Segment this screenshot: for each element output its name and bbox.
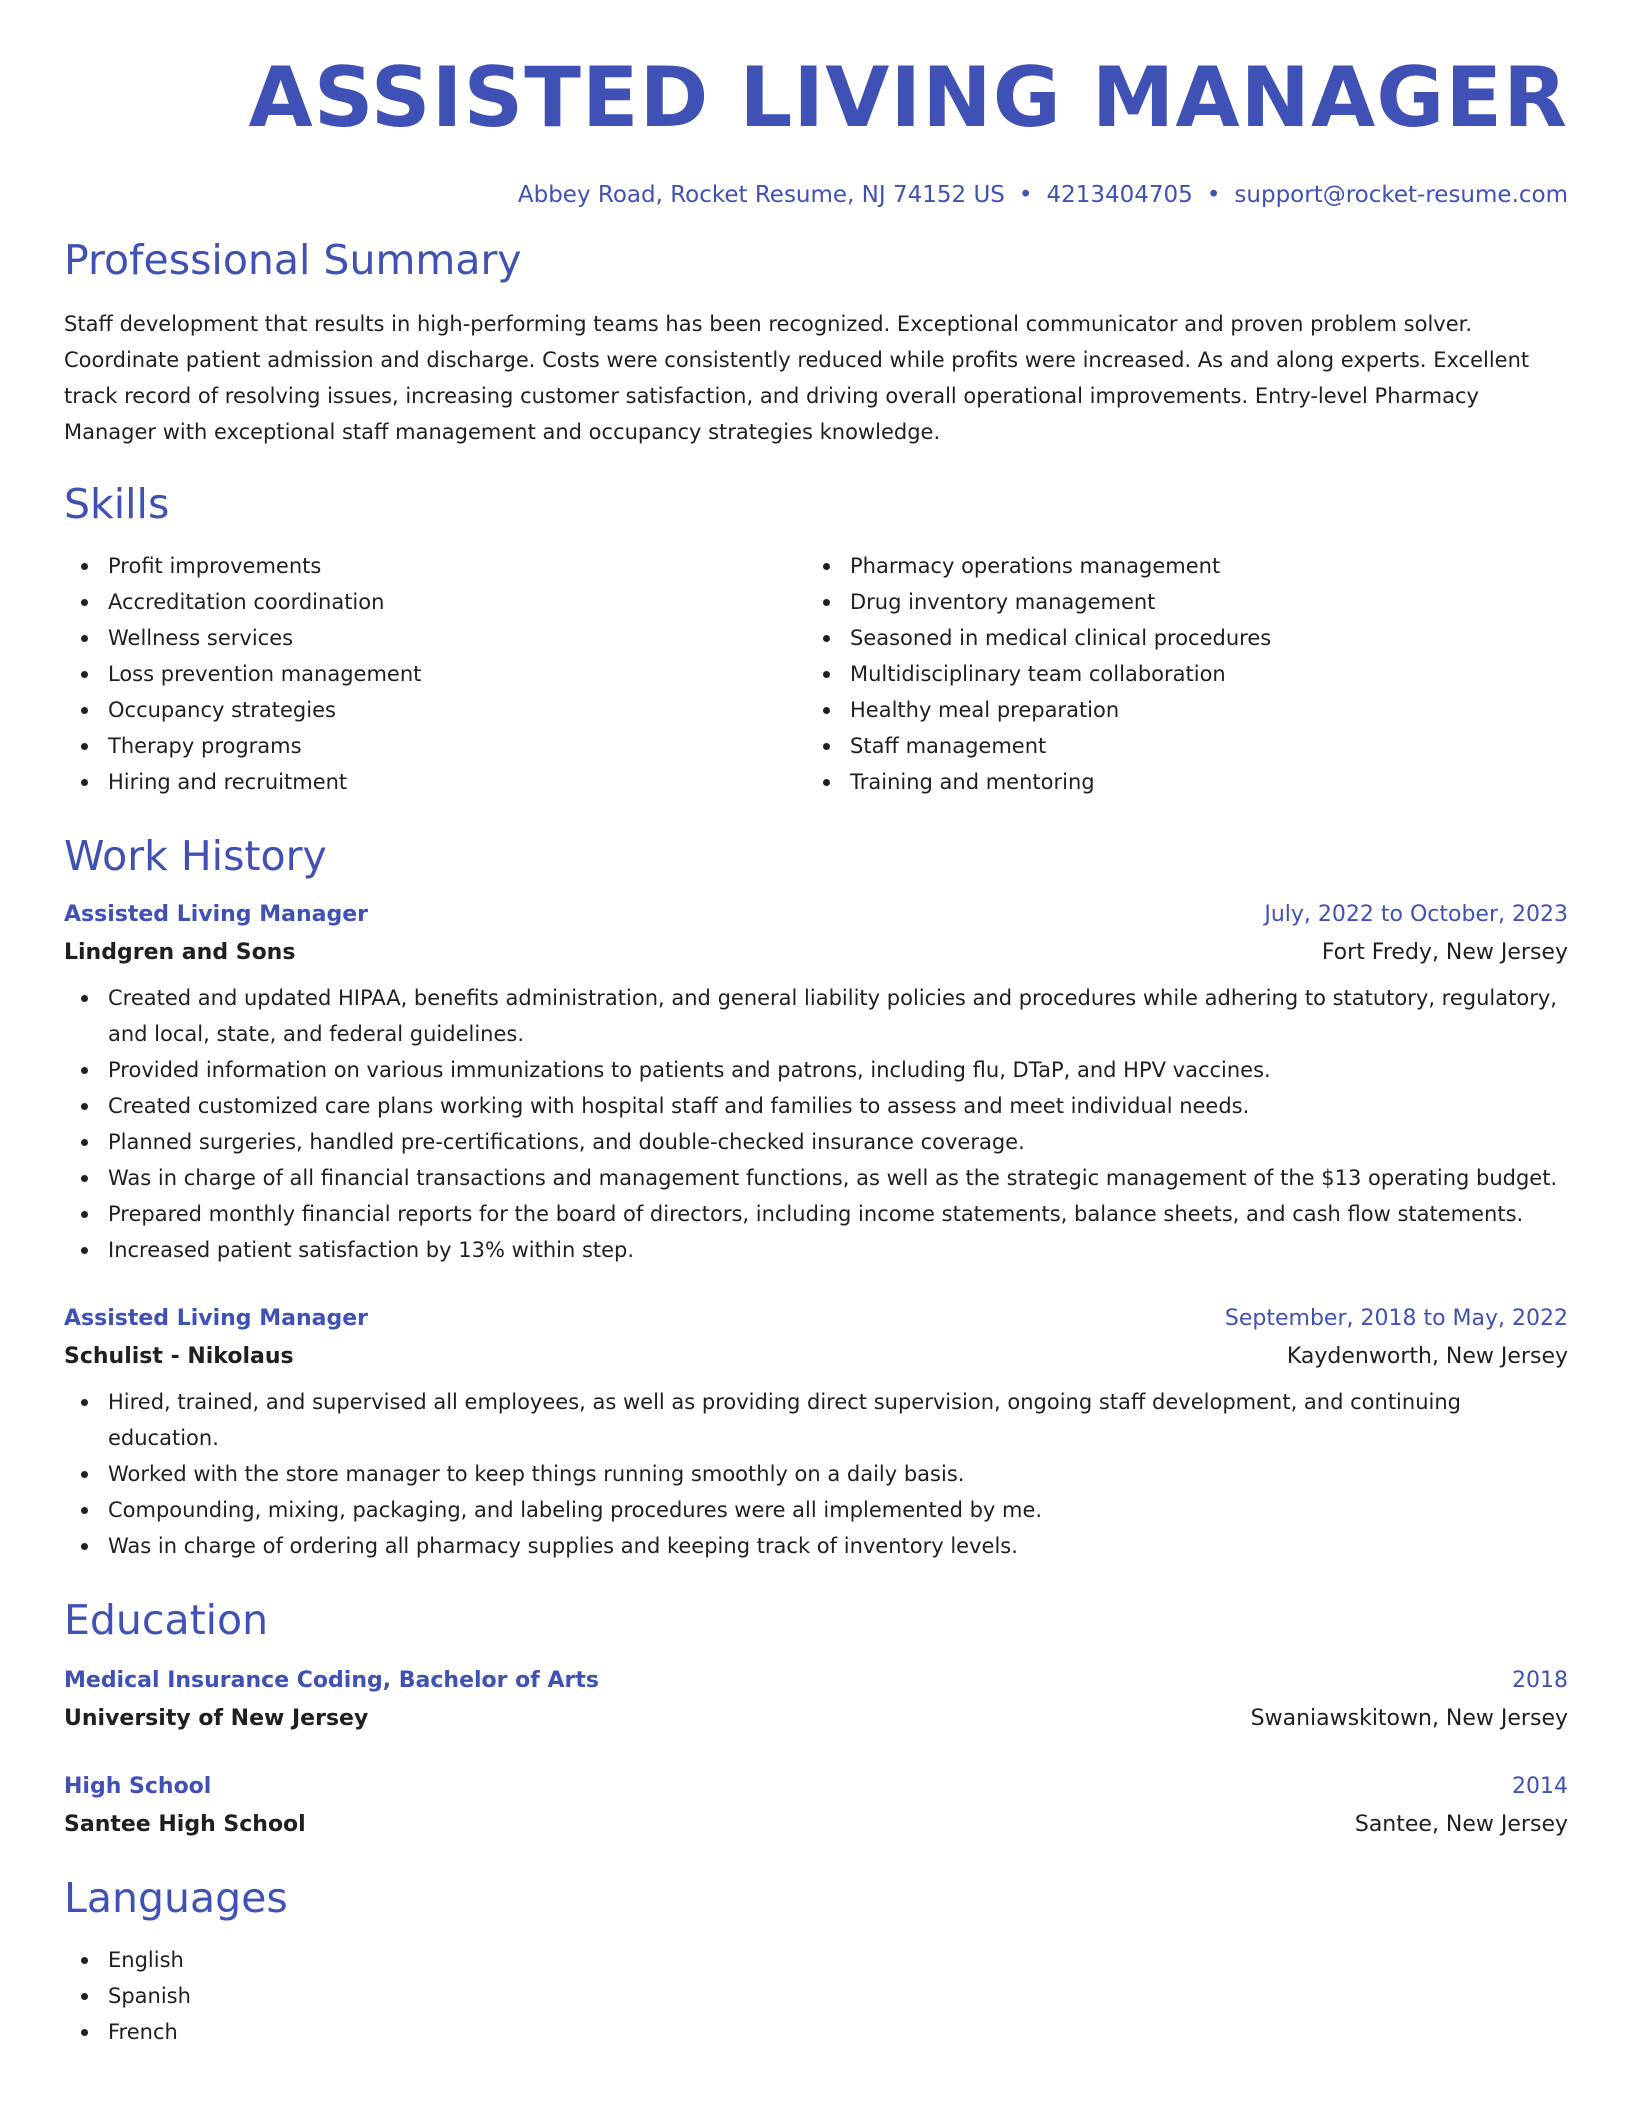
contact-separator: • [1018,182,1033,208]
skill-item: Hiring and recruitment [64,764,806,800]
job-bullet: Compounding, mixing, packaging, and labeling procedures were all implemented by me. [64,1492,1568,1528]
education-degree: High School [64,1774,212,1799]
skill-item: Profit improvements [64,548,806,584]
job-dates: July, 2022 to October, 2023 [1264,902,1568,927]
professional-summary-section [64,236,1568,450]
skill-item: Accreditation coordination [64,584,806,620]
job-bullet: Prepared monthly financial reports for the board of directors, including income statements, balance sheets, and cash flow statements. [64,1196,1568,1232]
language-item: French [64,2014,1568,2050]
skill-item: Seasoned in medical clinical procedures [806,620,1548,656]
job-title: Assisted Living Manager [64,902,368,927]
job-employer-row [64,1334,1568,1372]
contact-line [64,180,1568,210]
education-school-row [64,1696,1568,1734]
languages-section [64,1874,1568,2050]
job-entry [64,1304,1568,1564]
skills-list-left [64,548,806,800]
skill-item: Healthy meal preparation [806,692,1548,728]
education-school: Santee High School [64,1812,306,1837]
education-section [64,1596,1568,1840]
job-location: Kaydenworth, New Jersey [1286,1344,1568,1369]
work-history-section [64,832,1568,1564]
job-bullets [64,1384,1568,1564]
skill-item: Drug inventory management [806,584,1548,620]
education-school-row [64,1802,1568,1840]
job-employer-row [64,930,1568,968]
section-title-work: Work History [64,832,327,880]
job-employer: Lindgren and Sons [64,940,296,965]
skill-item: Pharmacy operations management [806,548,1548,584]
skill-item: Occupancy strategies [64,692,806,728]
contact-separator: • [1206,182,1221,208]
education-entry [64,1666,1568,1734]
education-location: Santee, New Jersey [1354,1812,1568,1837]
section-title-education: Education [64,1596,269,1644]
skill-item: Therapy programs [64,728,806,764]
skill-item: Training and mentoring [806,764,1548,800]
skill-item: Loss prevention management [64,656,806,692]
job-bullet: Created and updated HIPAA, benefits administration, and general liability policies and procedures while adhering to statutory, regulatory, and local, state, and federal guidelines. [64,980,1568,1052]
job-bullet: Hired, trained, and supervised all employees, as well as providing direct supervision, ongoing staff development, and continuing education. [64,1384,1568,1456]
job-bullet: Was in charge of ordering all pharmacy supplies and keeping track of inventory levels. [64,1528,1568,1564]
job-header-row [64,900,1568,930]
skill-item: Staff management [806,728,1548,764]
job-bullet: Was in charge of all financial transactions and management functions, as well as the strategic management of the $13 operating budget. [64,1160,1568,1196]
education-entry [64,1772,1568,1840]
job-entry [64,900,1568,1268]
resume-header [64,50,1568,210]
education-year: 2018 [1512,1668,1568,1693]
education-header-row [64,1666,1568,1696]
job-header-row [64,1304,1568,1334]
languages-list [64,1942,1568,2050]
section-title-summary: Professional Summary [64,236,522,284]
job-location: Fort Fredy, New Jersey [1321,940,1568,965]
skills-section [64,480,1568,800]
education-year: 2014 [1512,1774,1568,1799]
job-bullet: Provided information on various immunizations to patients and patrons, including flu, DTaP, and HPV vaccines. [64,1052,1568,1088]
job-dates: September, 2018 to May, 2022 [1224,1306,1568,1331]
job-title: Assisted Living Manager [64,1306,368,1331]
section-title-skills: Skills [64,480,170,528]
education-school: University of New Jersey [64,1706,369,1731]
job-bullet: Increased patient satisfaction by 13% within step. [64,1232,1568,1268]
contact-address: Abbey Road, Rocket Resume, NJ 74152 US [517,182,1005,208]
contact-email[interactable]: support@rocket-resume.com [1234,182,1568,208]
skills-list-right [806,548,1548,800]
candidate-name: ASSISTED LIVING MANAGER [248,49,1568,146]
language-item: Spanish [64,1978,1568,2014]
job-bullet: Planned surgeries, handled pre-certifications, and double-checked insurance coverage. [64,1124,1568,1160]
language-item: English [64,1942,1568,1978]
skill-item: Multidisciplinary team collaboration [806,656,1548,692]
contact-phone[interactable]: 4213404705 [1046,182,1193,208]
job-employer: Schulist - Nikolaus [64,1344,294,1369]
education-location: Swaniawskitown, New Jersey [1250,1706,1568,1731]
job-bullet: Created customized care plans working with hospital staff and families to assess and meet individual needs. [64,1088,1568,1124]
skill-item: Wellness services [64,620,806,656]
summary-text: Staff development that results in high-performing teams has been recognized. Exceptional communicator and proven problem solver. Coordinate patient admission and discharge. Costs were consistently reduced while profits were increased. As and along experts. Excellent track record of resolving issues, increasing customer satisfaction, and driving overall operational improvements. Entry-level Pharmacy Manager with exceptional staff management and occupancy strategies knowledge. [64,312,1530,444]
section-title-languages: Languages [64,1874,288,1922]
job-bullet: Worked with the store manager to keep things running smoothly on a daily basis. [64,1456,1568,1492]
education-degree: Medical Insurance Coding, Bachelor of Arts [64,1668,599,1693]
job-bullets [64,980,1568,1268]
education-header-row [64,1772,1568,1802]
skills-grid [64,548,1568,800]
